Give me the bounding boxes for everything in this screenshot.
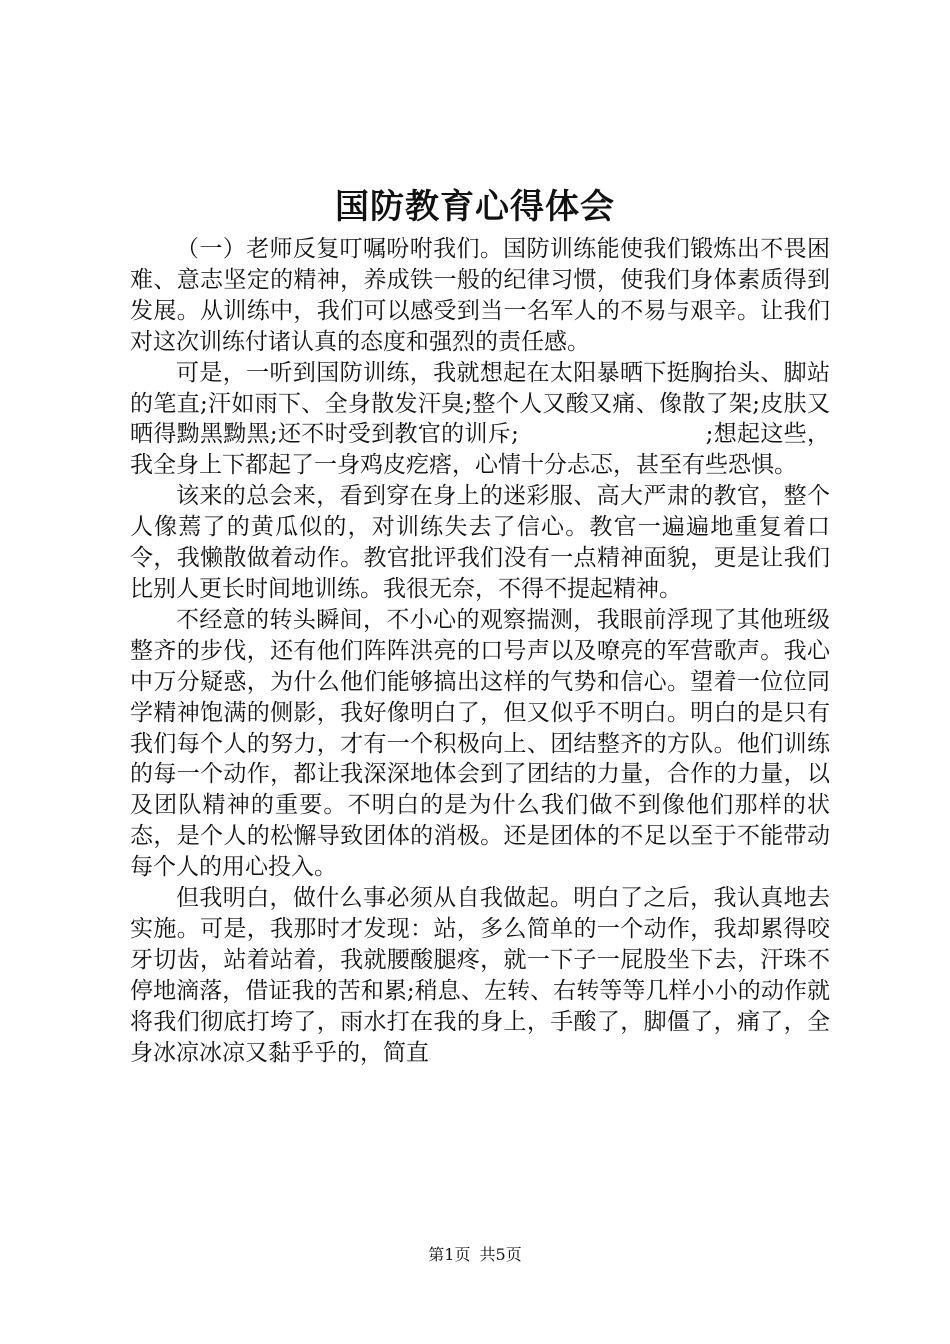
- page-footer: [0, 1244, 950, 1266]
- paragraph-1: （一）老师反复叮嘱吩咐我们。国防训练能使我们锻炼出不畏困难、意志坚定的精神，养成铁一般的纪律习惯，使我们身体素质得到发展。从训练中，我们可以感受到当一名军人的不易与艰辛。让我们对这次训练付诸认真的态度和强烈的责任感。: [130, 236, 830, 355]
- paragraph-4: 不经意的转头瞬间，不小心的观察揣测，我眼前浮现了其他班级整齐的步伐，还有他们阵阵洪亮的口号声以及嘹亮的军营歌声。我心中万分疑惑，为什么他们能够搞出这样的气势和信心。望着一位位同学精神饱满的侧影，我好像明白了，但又似乎不明白。明白的是只有我们每个人的努力，才有一个积极向上、团结整齐的方队。他们训练的每一个动作，都让我深深地体会到了团结的力量，合作的力量，以及团队精神的重要。不明白的是为什么我们做不到像他们那样的状态，是个人的松懈导致团体的消极。还是团体的不足以至于不能带动每个人的用心投入。: [130, 606, 830, 881]
- document-title: 国防教育心得体会: [335, 187, 615, 227]
- paragraph-2: 可是，一听到国防训练，我就想起在太阳暴晒下挺胸抬头、脚站的笔直;汗如雨下、全身散发汗臭;整个人又酸又痛、像散了架;皮肤又晒得黝黑黝黑;还不时受到教官的训斥; ;想起这些，我全身上下都起了一身鸡皮疙瘩，心情十分忐忑，甚至有些恐惧。: [130, 359, 830, 479]
- page-number: 第1页: [428, 1245, 471, 1264]
- paragraph-5: 但我明白，做什么事必须从自我做起。明白了之后，我认真地去实施。可是，我那时才发现：站，多么简单的一个动作，我却累得咬牙切齿，站着站着，我就腰酸腿疼，就一下子一屁股坐下去，汗珠不停地滴落，借证我的苦和累;稍息、左转、右转等等几样小小的动作就将我们彻底打垮了，雨水打在我的身上，手酸了，脚僵了，痛了，全身冰凉冰凉又黏乎乎的，简直: [130, 885, 830, 1066]
- document-body: [130, 234, 830, 1068]
- paragraph-3: 该来的总会来，看到穿在身上的迷彩服、高大严肃的教官，整个人像蔫了的黄瓜似的，对训练失去了信心。教官一遍遍地重复着口令，我懒散做着动作。教官批评我们没有一点精神面貌，更是让我们比别人更长时间地训练。我很无奈，不得不提起精神。: [130, 483, 830, 602]
- page-total: 共5页: [479, 1245, 522, 1264]
